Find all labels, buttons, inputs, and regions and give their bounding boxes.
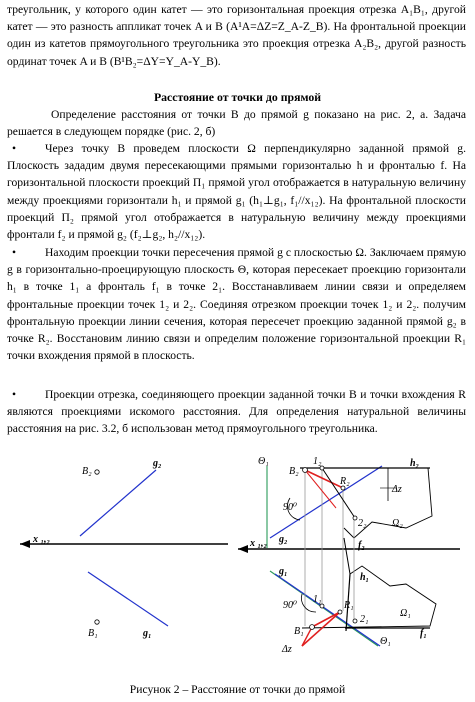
paragraph-definition: Определение расстояния от точки B до прямой g показано на рис. 2, а. Задача решается в следующем порядке (рис. 2, б) bbox=[7, 108, 466, 139]
segment-b2r2 bbox=[305, 470, 343, 488]
section-heading: Расстояние от точки до прямой bbox=[153, 90, 322, 104]
figure-drawing bbox=[0, 456, 475, 678]
segment-b2-hyp bbox=[305, 470, 336, 508]
bullet-text-3: Проекции отрезка, соединяющего проекции заданной точки B и точки вхождения R являются проекциями искомого расстояния. Для определения натуральной величины расстояния на рис. 3.2, б использован метод прямоугольного треугольника. bbox=[7, 388, 466, 436]
point-b1 bbox=[95, 620, 99, 624]
label-omega1: Ω₁ bbox=[400, 608, 411, 619]
line-f2 bbox=[344, 538, 350, 574]
x-axis-arrow-icon bbox=[20, 540, 30, 548]
label-dz-bottom: Δz bbox=[282, 644, 292, 655]
point-2-1 bbox=[353, 619, 357, 623]
label-omega2: Ω₂ bbox=[392, 518, 403, 529]
drawing-a bbox=[20, 458, 228, 639]
label-g2: g₂ bbox=[153, 458, 162, 469]
label-g2: g₂ bbox=[279, 534, 288, 545]
label-b2: B₂ bbox=[289, 466, 299, 477]
bullet-icon: • bbox=[12, 142, 17, 155]
x-axis-arrow-icon bbox=[238, 545, 248, 553]
label-r1: R₁ bbox=[344, 600, 354, 611]
point-b2 bbox=[303, 468, 308, 473]
segment-true-length bbox=[302, 612, 340, 646]
figure-caption: Рисунок 2 – Расстояние от точки до прямой bbox=[129, 683, 346, 696]
label-f2: f₂ bbox=[358, 540, 365, 551]
label-2-2: 2₂ bbox=[358, 518, 367, 529]
bullet-icon: • bbox=[12, 246, 17, 259]
label-angle-bottom: 90⁰ bbox=[283, 600, 298, 611]
point-r1 bbox=[338, 610, 342, 614]
label-1-1: 1₁ bbox=[313, 594, 322, 605]
label-x12: x ₁,₂ bbox=[33, 534, 50, 545]
point-b1 bbox=[310, 625, 315, 630]
label-g1: g₁ bbox=[279, 566, 288, 577]
label-b1: B₁ bbox=[88, 628, 98, 639]
label-h1: h₁ bbox=[360, 572, 370, 583]
point-2-2 bbox=[353, 516, 357, 520]
bullet-item-3 bbox=[7, 386, 466, 438]
label-theta-bottom: Θ₁ bbox=[380, 636, 391, 647]
label-b1: B₁ bbox=[294, 626, 304, 637]
point-b2 bbox=[95, 470, 99, 474]
label-theta-top: Θ₁ bbox=[258, 456, 269, 467]
bullet-item-2 bbox=[7, 244, 466, 364]
line-g1 bbox=[88, 572, 168, 626]
bullet-text-2: Находим проекции точки пересечения прямой g с плоскостью Ω. Заключаем прямую g в горизонтально-проецирующую плоскость Θ, которая пересекает проекцию горизонтали h₁ в точке 1₁ а фронталь f₁ в точке 2₁. Восстанавливаем линии связи и определяем фронтальные проекции точек 1₂ и 2₂. Соединяя отрезком проекции точек 1₂ и 2₂. получим фронтальную проекции линии сечения, которая пересечет проекцию заданной прямой g₂ в точке R₂. Восстановим линию связи и определим положение горизонтальной проекции R₁ точки вхождения прямой в плоскость. bbox=[7, 246, 466, 363]
label-b2: B₂ bbox=[82, 466, 92, 477]
label-dz-top: Δz bbox=[392, 484, 402, 495]
label-x12: x ₁,₂ bbox=[250, 538, 267, 549]
bullet-icon: • bbox=[12, 388, 17, 401]
line-g2 bbox=[80, 470, 156, 536]
label-2-1: 2₁ bbox=[360, 614, 369, 625]
label-h2: h₂ bbox=[410, 458, 420, 469]
label-r2: R₂ bbox=[340, 476, 350, 487]
label-angle-top: 90⁰ bbox=[283, 502, 298, 513]
label-1-2: 1₂ bbox=[313, 456, 322, 467]
paragraph-intro: треугольник, у которого один катет — это горизонтальная проекция отрезка A₁B₁, другой катет — это разность аппликат точек A и B (A¹A=ΔZ=Z_A-Z_B). На фронтальной проекции один из катетов прямоугольного треугольника это проекция отрезка A₂B₂, другой разность ординат точек A и B (B¹B₂=ΔY=Y_A-Y_B). bbox=[7, 3, 466, 68]
drawing-b bbox=[238, 456, 460, 655]
label-f1: f₁ bbox=[420, 628, 427, 639]
bullet-text-1: Через точку B проведем плоскости Ω перпендикулярно заданной прямой g. Плоскость зададим двумя пересекающими прямыми горизонталью h и фронталью f. На горизонтальной плоскости проекций П₁ прямой угол отображается в натуральную величину между проекциями горизонтали h₁ и прямой g₁ (h₁⊥g₁, f₁//x₁₂). На фронтальной плоскости проекций П₂ прямой угол отображается в натуральную величину между проекциями фронтали f₂ и прямой g₂ (f₂⊥g₂, h₂//x₁₂). bbox=[7, 142, 466, 242]
bullet-item-1 bbox=[7, 140, 466, 243]
section-line-front bbox=[322, 468, 355, 518]
figure-distance-point-to-line bbox=[0, 456, 475, 678]
label-g1: g₁ bbox=[143, 628, 152, 639]
